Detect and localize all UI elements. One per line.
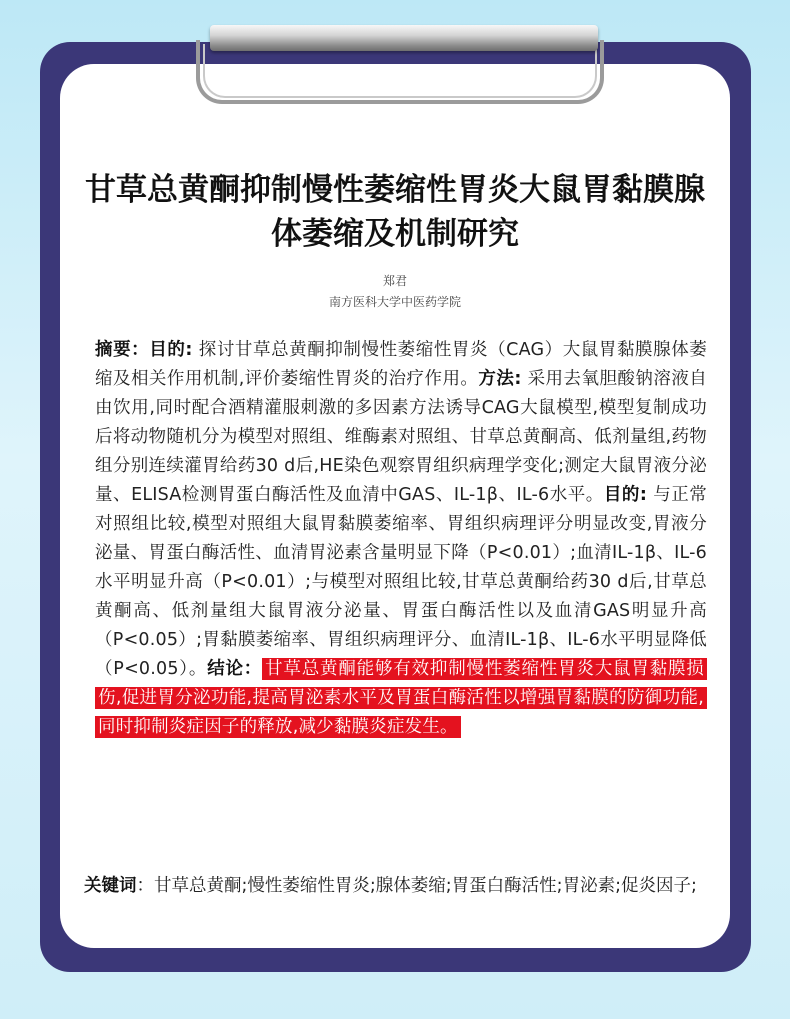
abstract-block [95,336,707,742]
paper-title: 甘草总黄酮抑制慢性萎缩性胃炎大鼠胃黏膜腺体萎缩及机制研究 [85,172,705,252]
clip-wire-loop-highlight [203,44,597,98]
methods-label: 方法: [478,369,522,389]
conclusion-highlight-text: 甘草总黄酮能够有效抑制慢性萎缩性胃炎大鼠胃黏膜损伤,促进胃分泌功能,提高胃泌素水平及胃蛋白酶活性以增强胃黏膜的防御功能,同时抑制炎症因子的释放,减少黏膜炎症发生。 [95,658,707,738]
author-affiliation: 南方医科大学中医药学院 [328,295,461,309]
methods-text: 采用去氧胆酸钠溶液自由饮用,同时配合酒精灌服刺激的多因素方法诱导CAG大鼠模型,模型复制成功后将动物随机分为模型对照组、维酶素对照组、甘草总黄酮高、低剂量组,药物组分别连续灌胃给药30 d后,HE染色观察胃组织病理学变化;测定大鼠胃液分泌量、ELISA检测胃蛋白酶活性及血清中GAS、IL-1β、IL-6水平。 [95,369,707,505]
objective-text: 探讨甘草总黄酮抑制慢性萎缩性胃炎（CAG）大鼠胃黏膜腺体萎缩及相关作用机制,评价萎缩性胃炎的治疗作用。 [95,340,707,389]
results-text: 与正常对照组比较,模型对照组大鼠胃黏膜萎缩率、胃组织病理评分明显改变,胃液分泌量、胃蛋白酶活性、血清胃泌素含量明显下降（P<0.01）;血清IL-1β、IL-6水平明显升高（P<0.01）;与模型对照组比较,甘草总黄酮给药30 d后,甘草总黄酮高、低剂量组大鼠胃液分泌量、胃蛋白酶活性以及血清GAS明显升高（P<0.05）;胃黏膜萎缩率、胃组织病理评分、血清IL-1β、IL-6水平明显降低（P<0.05）。 [95,485,707,679]
author-name: 郑君 [382,274,407,288]
clipboard-clip [210,25,598,51]
keywords-text: ：甘草总黄酮;慢性萎缩性胃炎;腺体萎缩;胃蛋白酶活性;胃泌素;促炎因子; [136,876,697,896]
results-label: 目的: [603,485,648,505]
keywords-label: 关键词 [84,876,137,896]
conclusion-label: 结论： [207,659,263,679]
abstract-label: 摘要： [95,340,150,360]
objective-label: 目的: [149,340,193,360]
keywords-block [84,872,714,901]
